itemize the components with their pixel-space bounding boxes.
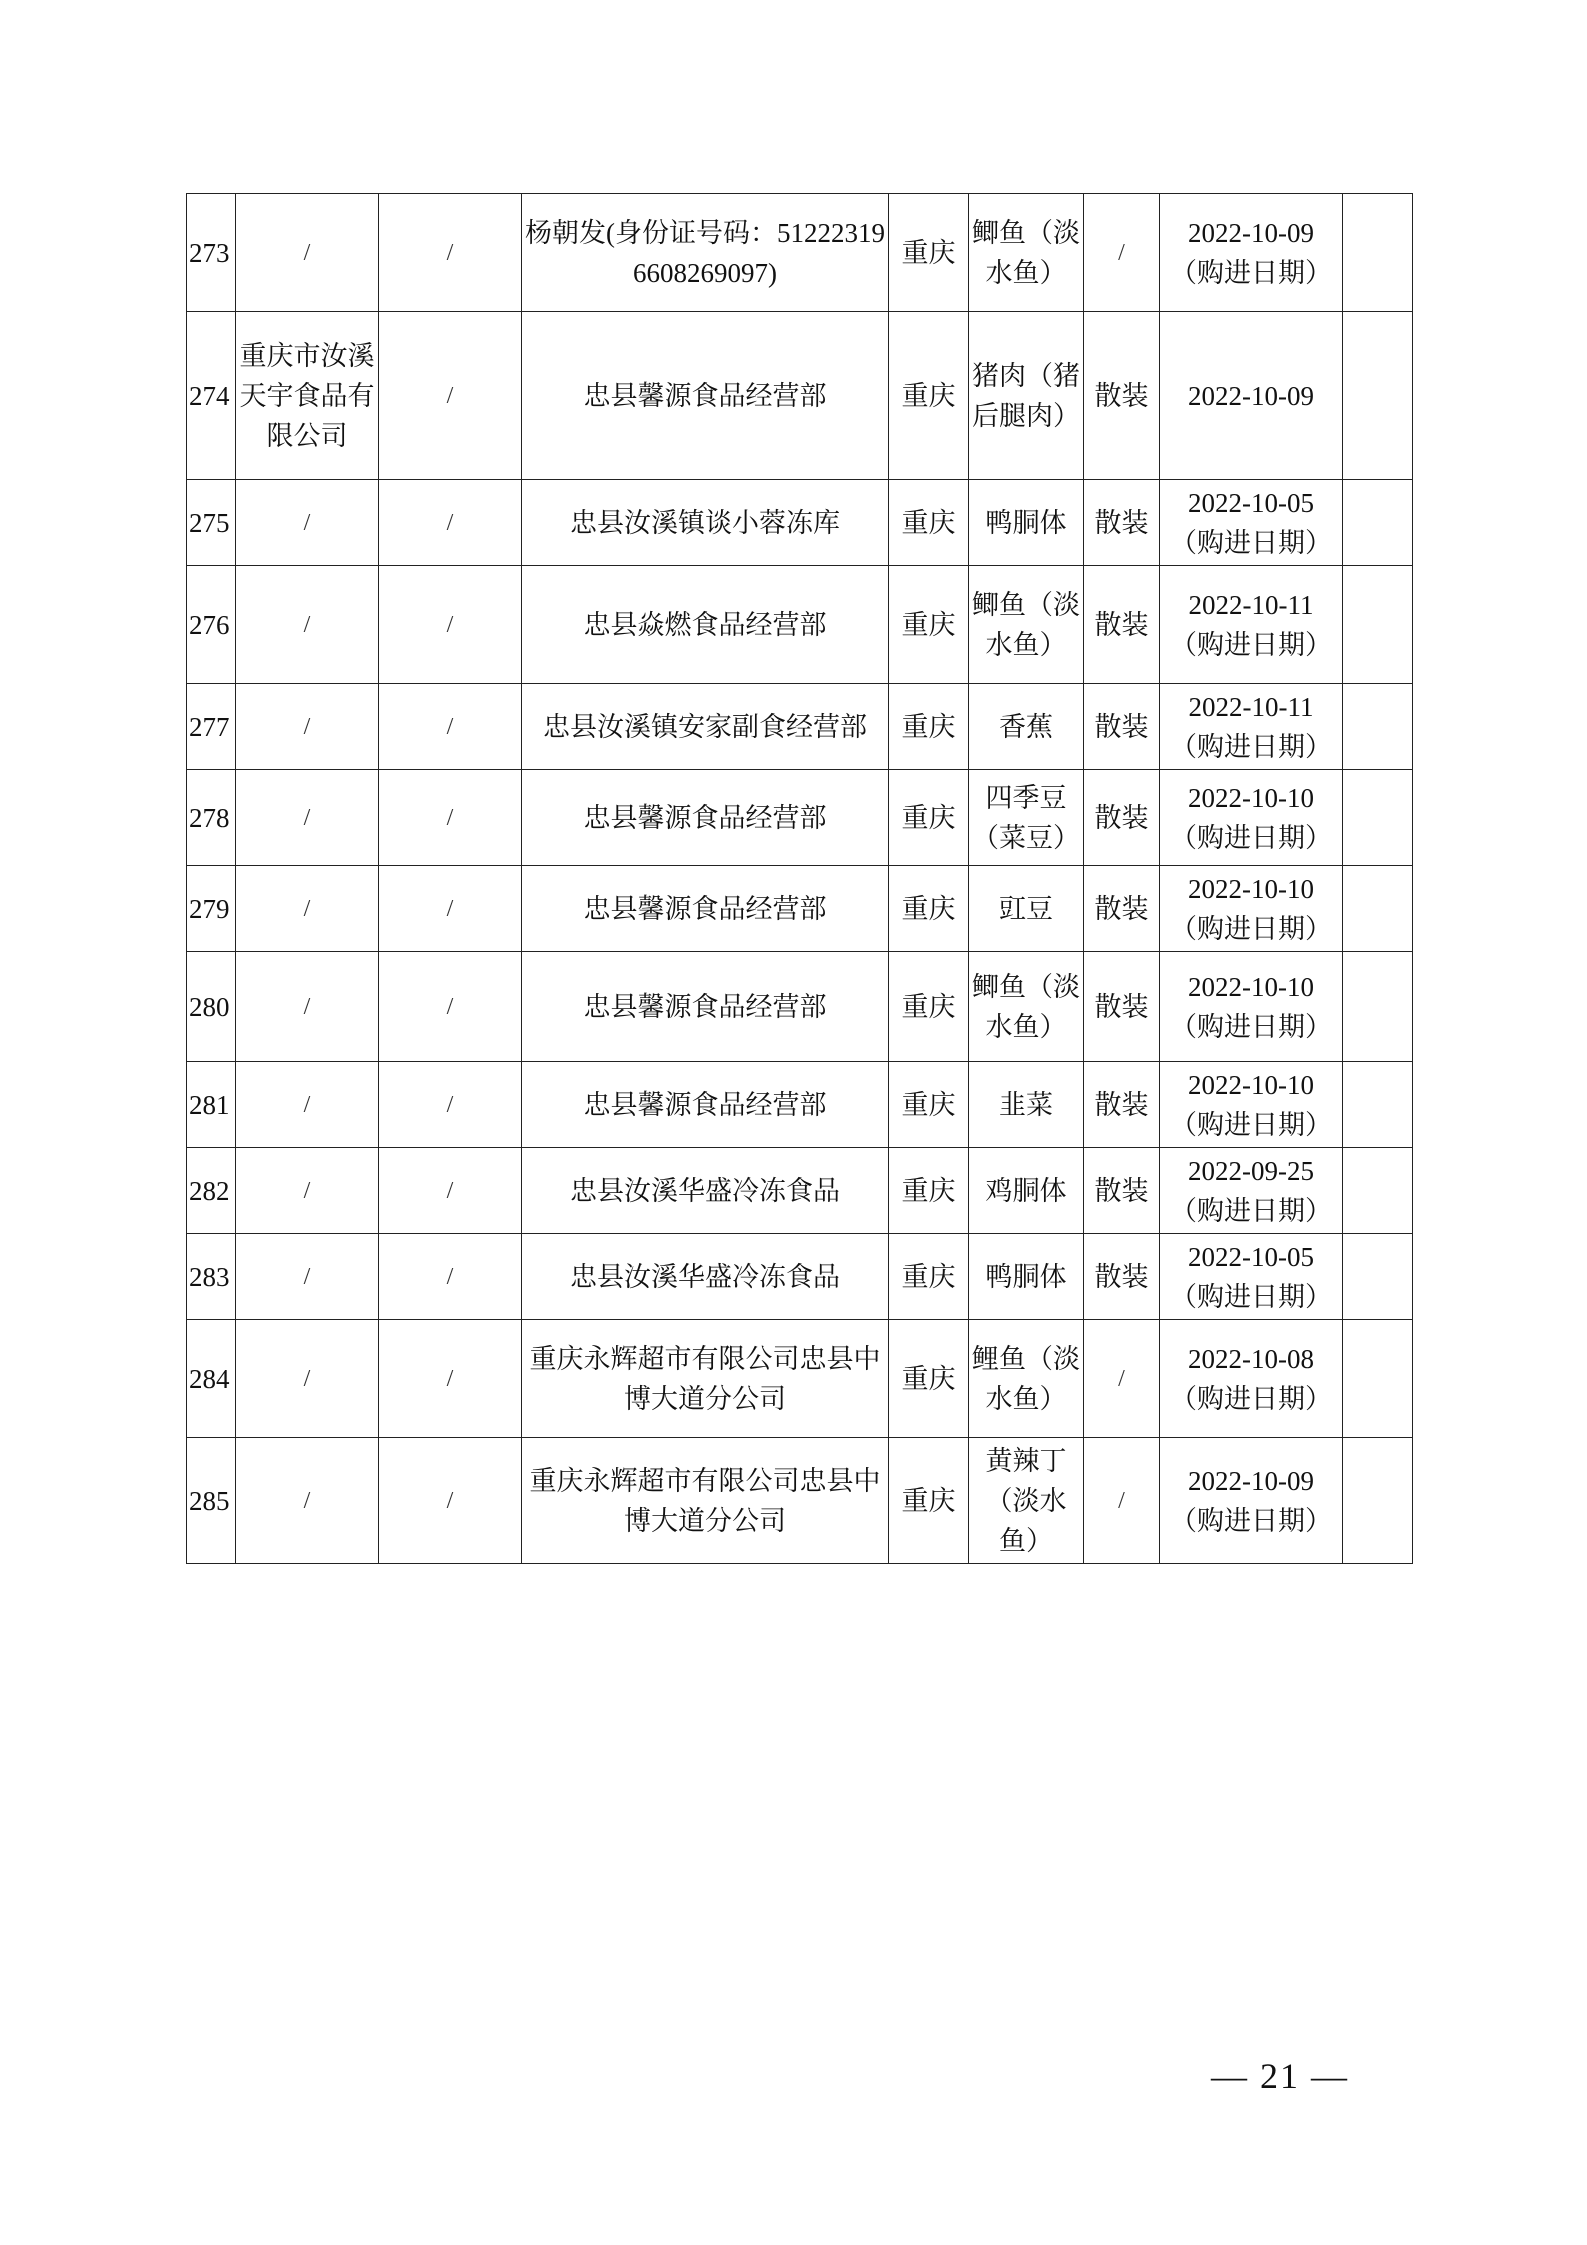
sample-org-cell: / (236, 866, 379, 952)
food-name-cell: 鸭胴体 (969, 1234, 1084, 1320)
sampled-unit-cell: 忠县汝溪华盛冷冻食品 (522, 1234, 889, 1320)
sampled-unit-cell: 忠县馨源食品经营部 (522, 1062, 889, 1148)
row-number-cell: 274 (187, 312, 236, 480)
spec-cell: 散装 (1084, 952, 1160, 1062)
date-cell: 2022-09-25（购进日期） (1160, 1148, 1343, 1234)
sampled-unit-cell: 忠县馨源食品经营部 (522, 312, 889, 480)
sample-producer-cell: / (379, 1148, 522, 1234)
spec-cell: 散装 (1084, 566, 1160, 684)
sample-org-cell: / (236, 1148, 379, 1234)
table-row (187, 1148, 1413, 1234)
origin-cell: 重庆 (889, 1320, 969, 1438)
sample-producer-cell: / (379, 770, 522, 866)
food-name-cell: 鸡胴体 (969, 1148, 1084, 1234)
remark-cell (1343, 480, 1413, 566)
date-cell: 2022-10-09 (1160, 312, 1343, 480)
sample-org-cell: / (236, 770, 379, 866)
table-body (187, 194, 1413, 1564)
table-row (187, 684, 1413, 770)
sample-org-cell: / (236, 1062, 379, 1148)
remark-cell (1343, 770, 1413, 866)
row-number-cell: 273 (187, 194, 236, 312)
sample-producer-cell: / (379, 1062, 522, 1148)
table-row (187, 194, 1413, 312)
remark-cell (1343, 866, 1413, 952)
food-name-cell: 香蕉 (969, 684, 1084, 770)
sample-org-cell: / (236, 566, 379, 684)
table-row (187, 480, 1413, 566)
row-number-cell: 281 (187, 1062, 236, 1148)
remark-cell (1343, 952, 1413, 1062)
row-number-cell: 280 (187, 952, 236, 1062)
page-number: — 21 — (1211, 2056, 1349, 2096)
table-row (187, 770, 1413, 866)
remark-cell (1343, 1234, 1413, 1320)
origin-cell: 重庆 (889, 194, 969, 312)
date-cell: 2022-10-11（购进日期） (1160, 684, 1343, 770)
sample-producer-cell: / (379, 684, 522, 770)
row-number-cell: 285 (187, 1438, 236, 1564)
food-name-cell: 鲫鱼（淡水鱼） (969, 194, 1084, 312)
row-number-cell: 284 (187, 1320, 236, 1438)
date-cell: 2022-10-10（购进日期） (1160, 770, 1343, 866)
sample-org-cell: 重庆市汝溪天宇食品有限公司 (236, 312, 379, 480)
food-name-cell: 四季豆（菜豆） (969, 770, 1084, 866)
food-name-cell: 鲤鱼（淡水鱼） (969, 1320, 1084, 1438)
row-number-cell: 276 (187, 566, 236, 684)
sample-producer-cell: / (379, 194, 522, 312)
date-cell: 2022-10-05（购进日期） (1160, 1234, 1343, 1320)
table-row (187, 312, 1413, 480)
sample-org-cell: / (236, 1320, 379, 1438)
date-cell: 2022-10-05（购进日期） (1160, 480, 1343, 566)
row-number-cell: 283 (187, 1234, 236, 1320)
spec-cell: 散装 (1084, 1062, 1160, 1148)
date-cell: 2022-10-10（购进日期） (1160, 1062, 1343, 1148)
sample-producer-cell: / (379, 480, 522, 566)
spec-cell: 散装 (1084, 1234, 1160, 1320)
remark-cell (1343, 1320, 1413, 1438)
sample-org-cell: / (236, 194, 379, 312)
food-name-cell: 豇豆 (969, 866, 1084, 952)
table-row (187, 1438, 1413, 1564)
spec-cell: 散装 (1084, 684, 1160, 770)
origin-cell: 重庆 (889, 312, 969, 480)
origin-cell: 重庆 (889, 1438, 969, 1564)
food-name-cell: 韭菜 (969, 1062, 1084, 1148)
date-cell: 2022-10-10（购进日期） (1160, 866, 1343, 952)
food-name-cell: 鸭胴体 (969, 480, 1084, 566)
spec-cell: 散装 (1084, 866, 1160, 952)
sampled-unit-cell: 忠县馨源食品经营部 (522, 952, 889, 1062)
date-cell: 2022-10-10（购进日期） (1160, 952, 1343, 1062)
remark-cell (1343, 684, 1413, 770)
sampled-unit-cell: 杨朝发(身份证号码：512223196608269097) (522, 194, 889, 312)
row-number-cell: 277 (187, 684, 236, 770)
table-row (187, 1062, 1413, 1148)
remark-cell (1343, 312, 1413, 480)
origin-cell: 重庆 (889, 684, 969, 770)
sampled-unit-cell: 忠县馨源食品经营部 (522, 866, 889, 952)
sample-producer-cell: / (379, 1438, 522, 1564)
sample-producer-cell: / (379, 952, 522, 1062)
origin-cell: 重庆 (889, 566, 969, 684)
sample-producer-cell: / (379, 866, 522, 952)
food-name-cell: 黄辣丁（淡水鱼） (969, 1438, 1084, 1564)
table-row (187, 1320, 1413, 1438)
food-name-cell: 猪肉（猪后腿肉） (969, 312, 1084, 480)
table-row (187, 1234, 1413, 1320)
spec-cell: 散装 (1084, 312, 1160, 480)
row-number-cell: 275 (187, 480, 236, 566)
origin-cell: 重庆 (889, 1148, 969, 1234)
remark-cell (1343, 1148, 1413, 1234)
results-table (186, 193, 1413, 1564)
sampled-unit-cell: 忠县汝溪镇安家副食经营部 (522, 684, 889, 770)
sample-producer-cell: / (379, 1234, 522, 1320)
remark-cell (1343, 1062, 1413, 1148)
remark-cell (1343, 566, 1413, 684)
origin-cell: 重庆 (889, 952, 969, 1062)
spec-cell: / (1084, 194, 1160, 312)
sample-producer-cell: / (379, 1320, 522, 1438)
origin-cell: 重庆 (889, 770, 969, 866)
spec-cell: / (1084, 1438, 1160, 1564)
sampled-unit-cell: 重庆永辉超市有限公司忠县中博大道分公司 (522, 1320, 889, 1438)
sample-org-cell: / (236, 952, 379, 1062)
food-name-cell: 鲫鱼（淡水鱼） (969, 566, 1084, 684)
sample-org-cell: / (236, 1438, 379, 1564)
sampled-unit-cell: 忠县汝溪镇谈小蓉冻库 (522, 480, 889, 566)
table-row (187, 952, 1413, 1062)
origin-cell: 重庆 (889, 866, 969, 952)
sampled-unit-cell: 忠县焱燃食品经营部 (522, 566, 889, 684)
spec-cell: 散装 (1084, 770, 1160, 866)
sampled-unit-cell: 重庆永辉超市有限公司忠县中博大道分公司 (522, 1438, 889, 1564)
origin-cell: 重庆 (889, 1234, 969, 1320)
sample-org-cell: / (236, 1234, 379, 1320)
date-cell: 2022-10-09（购进日期） (1160, 194, 1343, 312)
sample-org-cell: / (236, 684, 379, 770)
sampled-unit-cell: 忠县馨源食品经营部 (522, 770, 889, 866)
spec-cell: 散装 (1084, 480, 1160, 566)
spec-cell: 散装 (1084, 1148, 1160, 1234)
sampled-unit-cell: 忠县汝溪华盛冷冻食品 (522, 1148, 889, 1234)
date-cell: 2022-10-11（购进日期） (1160, 566, 1343, 684)
remark-cell (1343, 194, 1413, 312)
food-name-cell: 鲫鱼（淡水鱼） (969, 952, 1084, 1062)
sample-producer-cell: / (379, 566, 522, 684)
spec-cell: / (1084, 1320, 1160, 1438)
sample-producer-cell: / (379, 312, 522, 480)
origin-cell: 重庆 (889, 480, 969, 566)
date-cell: 2022-10-08（购进日期） (1160, 1320, 1343, 1438)
sample-org-cell: / (236, 480, 379, 566)
remark-cell (1343, 1438, 1413, 1564)
origin-cell: 重庆 (889, 1062, 969, 1148)
row-number-cell: 282 (187, 1148, 236, 1234)
row-number-cell: 279 (187, 866, 236, 952)
table-row (187, 566, 1413, 684)
table-row (187, 866, 1413, 952)
date-cell: 2022-10-09（购进日期） (1160, 1438, 1343, 1564)
row-number-cell: 278 (187, 770, 236, 866)
